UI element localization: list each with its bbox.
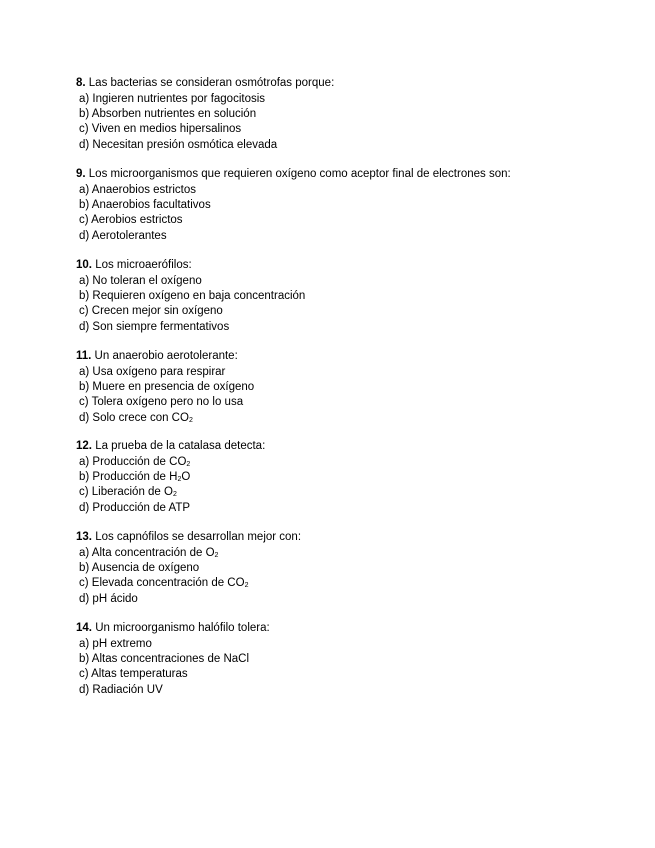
question-8 [76,76,636,153]
option-a [79,183,636,198]
option-c [79,122,636,137]
option-text: a) Ingieren nutrientes por fagocitosis [79,92,266,105]
option-text: c) Elevada concentración de CO [79,577,245,590]
question-title [76,258,636,274]
question-text: Los microaerófilos: [92,259,192,271]
options-list [76,92,636,154]
option-text: a) Alta concentración de O [79,546,215,559]
option-text: b) Altas concentraciones de NaCl [79,652,250,665]
question-9 [76,167,636,244]
option-text: b) Requieren oxígeno en baja concentración [79,289,306,302]
option-text: d) pH ácido [79,592,138,605]
options-list [76,274,636,336]
question-text: Un microorganismo halófilo tolera: [92,622,270,634]
option-text: c) Altas temperaturas [79,668,188,681]
option-b [79,289,636,304]
option-text: b) Ausencia de oxígeno [79,561,200,574]
option-a [79,365,636,380]
question-text: Los capnófilos se desarrollan mejor con: [92,531,302,543]
question-number: 8. [76,77,86,89]
option-text: c) Viven en medios hipersalinos [79,123,242,136]
question-text: Las bacterias se consideran osmótrofas porque: [85,77,335,89]
question-number: 13. [76,531,92,543]
option-c [79,576,636,591]
question-text: La prueba de la catalasa detecta: [92,440,266,452]
option-d [79,229,636,244]
option-d [79,683,636,698]
question-number: 10. [76,259,92,271]
options-list [76,455,636,517]
option-text: a) No toleran el oxígeno [79,274,202,287]
options-list [76,183,636,245]
option-b [79,107,636,122]
option-a [79,455,636,470]
options-list [76,365,636,427]
option-text: a) pH extremo [79,637,152,650]
option-text: b) Absorben nutrientes en solución [79,107,257,120]
option-c [79,395,636,410]
question-text: Un anaerobio aerotolerante: [91,350,238,362]
option-b [79,198,636,213]
option-text: a) Usa oxígeno para respirar [79,365,226,378]
question-number: 12. [76,440,92,452]
question-10 [76,258,636,335]
option-text: d) Producción de ATP [79,501,191,514]
option-text: d) Necesitan presión osmótica elevada [79,138,278,151]
option-d [79,592,636,607]
subscript: 2 [186,460,191,468]
options-list [76,637,636,699]
question-title [76,439,636,455]
subscript: 2 [177,475,182,483]
option-text: a) Anaerobios estrictos [79,183,196,196]
option-c [79,485,636,500]
option-text: b) Muere en presencia de oxígeno [79,380,255,393]
question-number: 11. [76,350,92,362]
option-d [79,138,636,153]
option-text: c) Liberación de O [79,486,173,499]
subscript: 2 [244,582,249,590]
option-text: b) Anaerobios facultativos [79,198,211,211]
question-11 [76,349,636,426]
subscript: 2 [214,551,219,559]
option-b [79,380,636,395]
option-d [79,320,636,335]
option-b [79,561,636,576]
option-b [79,470,636,485]
subscript: 2 [188,416,193,424]
option-text: d) Solo crece con CO [79,411,189,424]
option-text: d) Aerotolerantes [79,229,167,242]
option-text: d) Radiación UV [79,683,163,696]
option-text: c) Crecen mejor sin oxígeno [79,305,223,318]
question-title [76,349,636,365]
option-b [79,652,636,667]
question-title [76,530,636,546]
option-a [79,546,636,561]
option-c [79,667,636,682]
option-d [79,501,636,516]
question-title [76,621,636,637]
question-12 [76,439,636,516]
option-text: d) Son siempre fermentativos [79,320,230,333]
question-number: 9. [76,168,86,180]
option-c [79,304,636,319]
question-13 [76,530,636,607]
option-text: a) Producción de CO [79,455,187,468]
question-title [76,76,636,92]
option-text-after: O [181,470,191,483]
question-title [76,167,636,183]
option-a [79,92,636,107]
subscript: 2 [172,491,177,499]
question-14 [76,621,636,698]
option-a [79,637,636,652]
option-d [79,411,636,426]
option-text: b) Producción de H [79,470,178,483]
options-list [76,546,636,608]
option-text: c) Tolera oxígeno pero no lo usa [79,396,244,409]
question-number: 14. [76,622,92,634]
option-a [79,274,636,289]
option-text: c) Aerobios estrictos [79,214,183,227]
option-c [79,213,636,228]
question-text: Los microorganismos que requieren oxígeno como aceptor final de electrones son: [85,168,511,180]
